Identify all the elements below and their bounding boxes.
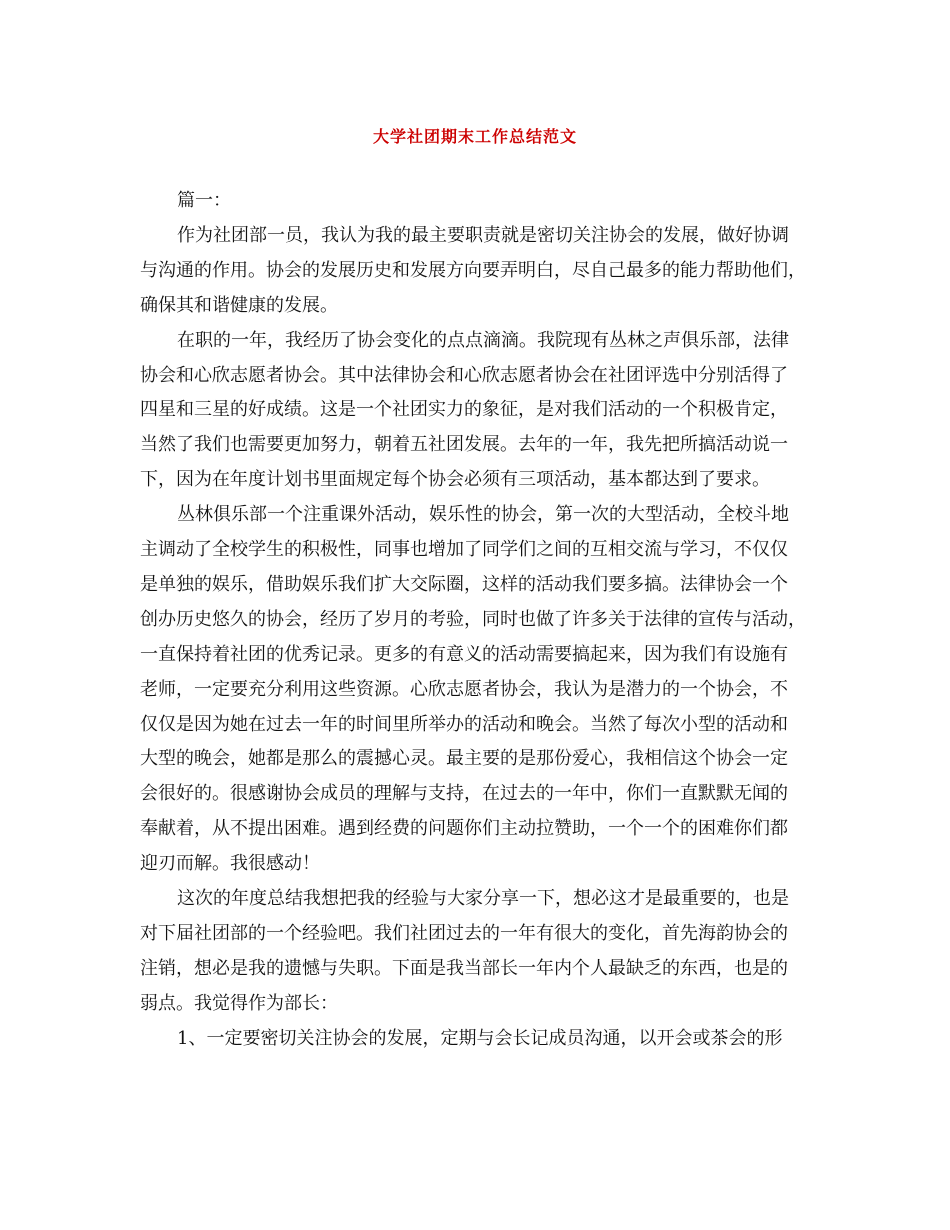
text-line: 1、一定要密切关注协会的发展，定期与会长记成员沟通，以开会或茶会的形 [177, 1028, 783, 1049]
text-line: 四星和三星的好成绩。这是一个社团实力的象征，是对我们活动的一个积极肯定， [140, 399, 788, 420]
text-line: 对下届社团部的一个经验吧。我们社团过去的一年有很大的变化，首先海韵协会的 [140, 923, 788, 944]
text-line: 老师，一定要充分利用这些资源。心欣志愿者协会，我认为是潜力的一个协会，不 [140, 679, 788, 700]
document-title: 大学社团期末工作总结范文 [372, 127, 577, 146]
text-line: 注销，想必是我的遗憾与失职。下面是我当部长一年内个人最缺乏的东西，也是的 [140, 958, 788, 979]
text-line: 迎刃而解。我很感动！ [140, 853, 320, 874]
text-line: 与沟通的作用。协会的发展历史和发展方向要弄明白，尽自己最多的能力帮助他们， [140, 260, 806, 281]
text-line: 会很好的。很感谢协会成员的理解与支持，在过去的一年中，你们一直默默无闻的 [140, 783, 788, 804]
text-line: 确保其和谐健康的发展。 [140, 295, 338, 316]
text-line: 主调动了全校学生的积极性，同事也增加了同学们之间的互相交流与学习，不仅仅 [140, 539, 788, 560]
text-line: 奉献着，从不提出困难。遇到经费的问题你们主动拉赞助，一个一个的困难你们都 [140, 818, 788, 839]
text-line: 仅仅是因为她在过去一年的时间里所举办的活动和晚会。当然了每次小型的活动和 [140, 714, 788, 735]
text-line: 丛林俱乐部一个注重课外活动，娱乐性的协会，第一次的大型活动，全校斗地 [177, 504, 789, 525]
text-line: 是单独的娱乐，借助娱乐我们扩大交际圈，这样的活动我们要多搞。法律协会一个 [140, 574, 788, 595]
text-line: 下，因为在年度计划书里面规定每个协会必须有三项活动，基本都达到了要求。 [140, 469, 770, 490]
text-line: 篇一： [177, 190, 231, 211]
text-line: 当然了我们也需要更加努力，朝着五社团发展。去年的一年，我先把所搞活动说一 [140, 434, 788, 455]
text-line: 弱点。我觉得作为部长： [140, 993, 338, 1014]
text-line: 一直保持着社团的优秀记录。更多的有意义的活动需要搞起来，因为我们有设施有 [140, 644, 788, 665]
text-line: 这次的年度总结我想把我的经验与大家分享一下，想必这才是最重要的，也是 [177, 888, 789, 909]
text-line: 创办历史悠久的协会，经历了岁月的考验，同时也做了许多关于法律的宣传与活动， [140, 609, 806, 630]
text-line: 协会和心欣志愿者协会。其中法律协会和心欣志愿者协会在社团评选中分别活得了 [140, 365, 788, 386]
text-line: 作为社团部一员，我认为我的最主要职责就是密切关注协会的发展，做好协调 [177, 225, 789, 246]
text-line: 在职的一年，我经历了协会变化的点点滴滴。我院现有丛林之声俱乐部，法律 [177, 330, 789, 351]
text-line: 大型的晚会，她都是那么的震撼心灵。最主要的是那份爱心，我相信这个协会一定 [140, 748, 788, 769]
